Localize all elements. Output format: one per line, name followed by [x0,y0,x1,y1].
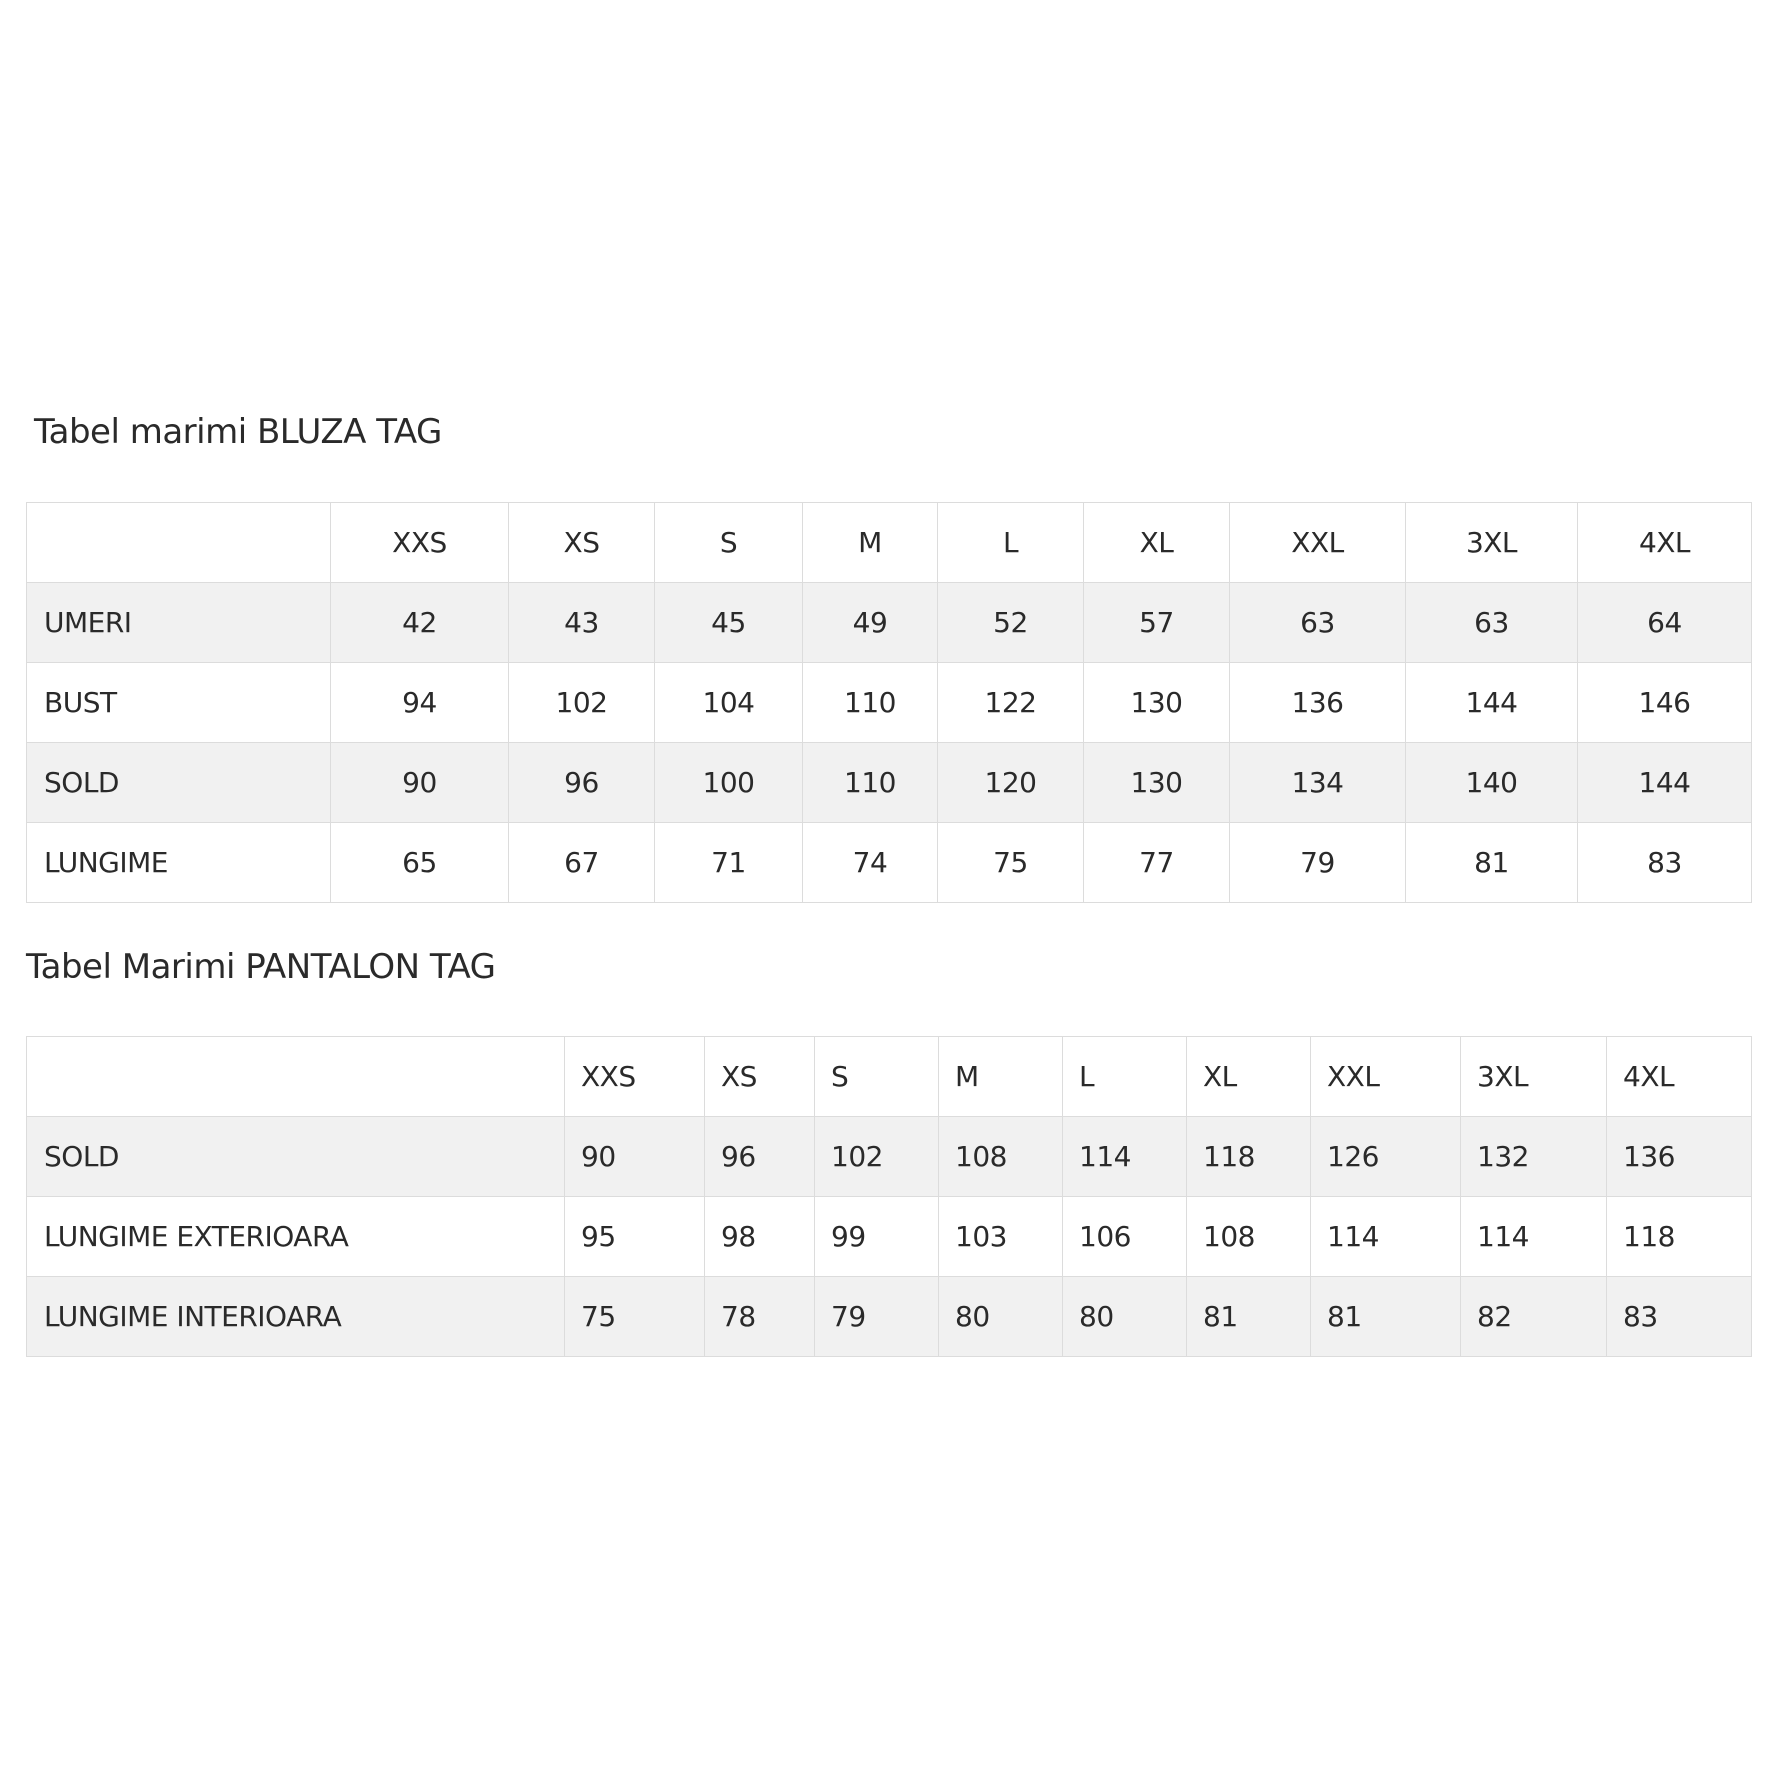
size-header: L [1063,1037,1187,1117]
size-header: L [938,503,1084,583]
table-cell: 104 [655,663,803,743]
pantalon-size-table [26,1036,1752,1357]
table-cell: 103 [939,1197,1063,1277]
table-cell: 134 [1230,743,1406,823]
size-header: XS [705,1037,815,1117]
table-cell: 130 [1084,663,1230,743]
table-cell: 79 [815,1277,939,1357]
size-header: XXS [331,503,509,583]
table-cell: 45 [655,583,803,663]
table-cell: 94 [331,663,509,743]
row-label: SOLD [27,743,331,823]
table-cell: 79 [1230,823,1406,903]
header-empty-cell [27,503,331,583]
table-cell: 74 [803,823,938,903]
table-cell: 57 [1084,583,1230,663]
table-cell: 67 [509,823,655,903]
size-header: XXS [565,1037,705,1117]
table-cell: 146 [1578,663,1752,743]
row-label: BUST [27,663,331,743]
row-label: LUNGIME [27,823,331,903]
row-label: LUNGIME INTERIOARA [27,1277,565,1357]
table-cell: 96 [509,743,655,823]
table-cell: 65 [331,823,509,903]
size-header: XS [509,503,655,583]
table-cell: 52 [938,583,1084,663]
table-row [27,663,1752,743]
table-cell: 118 [1187,1117,1311,1197]
table-cell: 132 [1461,1117,1607,1197]
table-cell: 42 [331,583,509,663]
table-cell: 75 [565,1277,705,1357]
table-cell: 43 [509,583,655,663]
size-header: S [655,503,803,583]
table-row [27,1117,1752,1197]
row-label: UMERI [27,583,331,663]
table-cell: 81 [1187,1277,1311,1357]
size-header: 4XL [1607,1037,1752,1117]
table-cell: 144 [1406,663,1578,743]
size-header: XL [1084,503,1230,583]
table-cell: 81 [1406,823,1578,903]
table-cell: 126 [1311,1117,1461,1197]
table-cell: 90 [565,1117,705,1197]
size-header: 3XL [1461,1037,1607,1117]
size-header: S [815,1037,939,1117]
header-empty-cell [27,1037,565,1117]
table-row [27,823,1752,903]
table-row [27,1197,1752,1277]
table-cell: 144 [1578,743,1752,823]
table-cell: 83 [1578,823,1752,903]
bluza-header-row [27,503,1752,583]
size-header: XL [1187,1037,1311,1117]
row-label: LUNGIME EXTERIOARA [27,1197,565,1277]
table-cell: 102 [509,663,655,743]
table-cell: 80 [1063,1277,1187,1357]
table-cell: 120 [938,743,1084,823]
table-cell: 136 [1230,663,1406,743]
table-cell: 100 [655,743,803,823]
table-cell: 83 [1607,1277,1752,1357]
table-cell: 114 [1461,1197,1607,1277]
size-header: 3XL [1406,503,1578,583]
bluza-table-title: Tabel marimi BLUZA TAG [34,412,442,452]
size-header: XXL [1230,503,1406,583]
size-header: M [803,503,938,583]
table-cell: 110 [803,743,938,823]
table-row [27,1277,1752,1357]
table-row [27,583,1752,663]
table-cell: 108 [939,1117,1063,1197]
table-cell: 114 [1311,1197,1461,1277]
table-cell: 99 [815,1197,939,1277]
table-cell: 49 [803,583,938,663]
table-cell: 82 [1461,1277,1607,1357]
table-cell: 136 [1607,1117,1752,1197]
table-cell: 130 [1084,743,1230,823]
table-cell: 118 [1607,1197,1752,1277]
table-cell: 110 [803,663,938,743]
table-cell: 114 [1063,1117,1187,1197]
table-cell: 140 [1406,743,1578,823]
table-cell: 90 [331,743,509,823]
table-cell: 81 [1311,1277,1461,1357]
table-cell: 75 [938,823,1084,903]
table-cell: 96 [705,1117,815,1197]
bluza-size-table [26,502,1752,903]
row-label: SOLD [27,1117,565,1197]
table-cell: 63 [1230,583,1406,663]
table-cell: 106 [1063,1197,1187,1277]
pantalon-header-row [27,1037,1752,1117]
table-cell: 64 [1578,583,1752,663]
table-cell: 78 [705,1277,815,1357]
pantalon-table-title: Tabel Marimi PANTALON TAG [26,947,496,987]
size-header: XXL [1311,1037,1461,1117]
size-header: 4XL [1578,503,1752,583]
table-cell: 108 [1187,1197,1311,1277]
table-cell: 63 [1406,583,1578,663]
table-cell: 71 [655,823,803,903]
table-row [27,743,1752,823]
table-cell: 98 [705,1197,815,1277]
table-cell: 80 [939,1277,1063,1357]
table-cell: 122 [938,663,1084,743]
table-cell: 77 [1084,823,1230,903]
size-header: M [939,1037,1063,1117]
table-cell: 95 [565,1197,705,1277]
table-cell: 102 [815,1117,939,1197]
